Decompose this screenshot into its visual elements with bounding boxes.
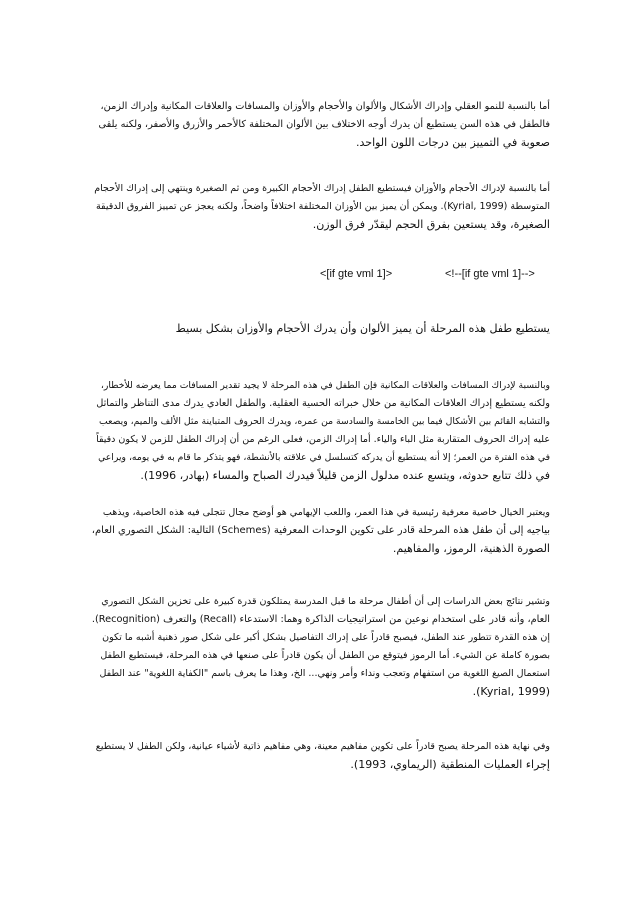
- text-line: في ذلك تتابع حدوثه، ويتسع عنده مدلول الزمن قليلاً فيدرك الصباح والمساء (بهادر، 1996).: [140, 469, 550, 482]
- paragraph-imagination: [92, 504, 550, 558]
- text-line: عليه إدراك الحروف المتقاربة مثل الباء والياء. أما إدراك الزمن، فعلى الرغم من أن إدراك الطفل للزمن لا يكون دقيقاً: [96, 434, 550, 445]
- vml-marker-left: <!--[if gte vml 1]-->: [445, 268, 535, 280]
- text-line: الصغيرة، وقد يستعين بفرق الحجم ليقدّر فرق الوزن.: [312, 218, 550, 231]
- paragraph-summary: [92, 320, 550, 338]
- text-line: وبالنسبة لإدراك المسافات والعلاقات المكانية فإن الطفل في هذه المرحلة لا يجيد تقدير المسافات مما يعرضه للأخطار،: [100, 380, 550, 391]
- text-line: في هذه الفترة من العمر؛ إلا أنه يستطيع أن يدركه كتسلسل في علاقته بالأنشطة، فهو يتذكر ما قام به في يومه، ويراعي: [98, 452, 550, 463]
- text-line: المتوسطة (Kyrial, 1999). ويمكن أن يميز بين الأوزان المختلفة اختلافاً واضحاً، ولكنه يعجز عن تمييز الفروق الدقيقة: [95, 201, 550, 212]
- text-line: أما بالنسبة للنمو العقلي وإدراك الأشكال والألوان والأحجام والأوزان والمسافات والعلاقات المكانية وإدراك الزمن،: [100, 101, 550, 112]
- text-line: إجراء العمليات المنطقية (الريماوي، 1993).: [350, 758, 550, 771]
- text-line: ويعتبر الخيال خاصية معرفية رئيسية في هذا العمر، واللعب الإيهامي هو أوضح مجال تتجلى فيه هذه الخاصية، ويذهب: [102, 507, 550, 518]
- text-line: بياجيه إلى أن طفل هذه المرحلة قادر على تكوين الوحدات المعرفية (Schemes) التالية: الشكل التصوري العام،: [92, 525, 550, 536]
- text-line: الصورة الذهنية، الرموز، والمفاهيم.: [392, 542, 550, 555]
- text-line: وتشير نتائج بعض الدراسات إلى أن أطفال مرحلة ما قبل المدرسة يمتلكون قدرة كبيرة على تخزين الشكل التصوري: [101, 596, 550, 607]
- paragraph-mental-growth: [92, 98, 550, 152]
- text-line: أما بالنسبة لإدراك الأحجام والأوزان فيستطيع الطفل إدراك الأحجام الكبيرة ومن ثم الصغيرة وينتهي إلى إدراك الأحجام: [94, 183, 550, 194]
- text-line: ولكنه يستطيع إدراك العلاقات المكانية من خلال خبراته الحسية العقلية. والطفل العادي يدرك مدى التناظر والتماثل: [96, 398, 550, 409]
- vml-marker-right: <[if gte vml 1]>: [320, 268, 393, 280]
- paragraph-memory: [92, 593, 550, 701]
- text-line: استعمال الصيغ اللغوية من استفهام وتعجب ونداء وأمر ونهي... الخ، وهذا ما يعرف باسم "الكفاية اللغوية" عند الطفل: [99, 668, 550, 679]
- text-line: فالطفل في هذه السن يستطيع أن يدرك أوجه الاختلاف بين الألوان المختلفة كالأحمر والأزرق والأصفر، ولكنه يلقى: [98, 119, 550, 130]
- text-line: والتشابه القائم بين الأشكال فيما بين الخامسة والسادسة من عمره، ويدرك الحروف المتباينة مثل الألف والميم، ويصعب: [99, 416, 550, 427]
- text-line: إن هذه القدرة تتطور عند الطفل، فيصبح قادراً على إدراك التفاصيل بشكل أكبر على شكل صور ذهنية أشبه ما تكون: [102, 632, 550, 643]
- text-line: بصورة كاملة عن الشيء. أما الرموز فيتوقع من الطفل أن يكون قادراً على صنعها في هذه المرحلة، فيستطيع الطفل: [100, 650, 550, 661]
- text-line: صعوبة في التمييز بين درجات اللون الواحد.: [356, 136, 550, 149]
- text-line: وفي نهاية هذه المرحلة يصبح قادراً على تكوين مفاهيم معينة، وهي مفاهيم ذاتية لأشياء عيانية، ولكن الطفل لا يستطيع: [95, 741, 550, 752]
- text-line: العام، وأنه قادر على استخدام نوعين من استراتيجيات الذاكرة وهما: الاستدعاء (Recall) والتعرف (Recognition).: [92, 614, 550, 625]
- text-line: يستطيع طفل هذه المرحلة أن يميز الألوان وأن يدرك الأحجام والأوزان بشكل بسيط: [175, 322, 550, 335]
- paragraph-distance-time: [92, 377, 550, 485]
- text-line: (Kyrial, 1999).: [472, 685, 550, 698]
- paragraph-concepts: [92, 738, 550, 774]
- paragraph-size-weight: [92, 180, 550, 234]
